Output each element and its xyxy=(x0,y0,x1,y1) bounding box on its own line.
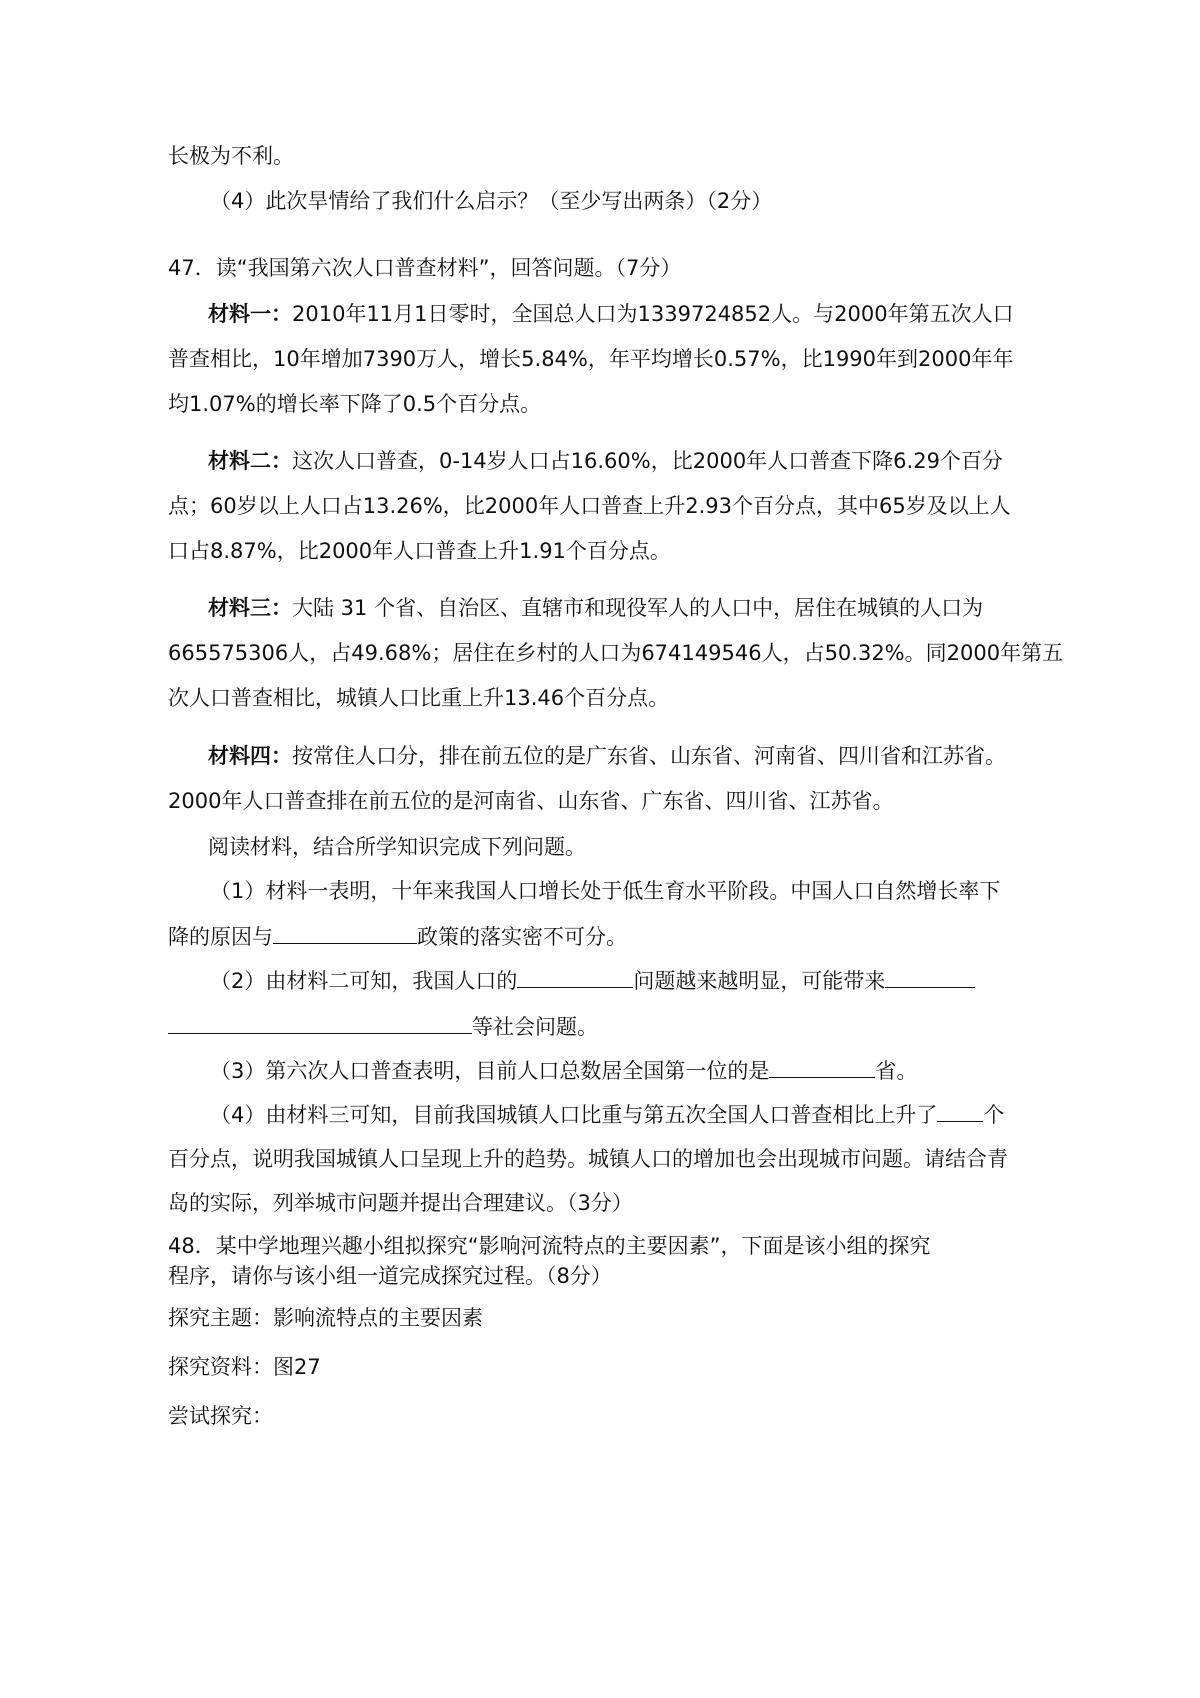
material-line: 2000年人口普查排在前五位的是河南省、山东省、广东省、四川省、江苏省。 xyxy=(168,789,894,813)
material-line: 点；60岁以上人口占13.26%，比2000年人口普查上升2.93个百分点，其中65岁及以上人 xyxy=(168,494,1011,518)
material-line xyxy=(208,741,1006,771)
material-text: 大陆 31 个省、自治区、直辖市和现役军人的人口中，居住在城镇的人口为 xyxy=(292,596,984,620)
sub-question: 百分点，说明我国城镇人口呈现上升的趋势。城镇人口的增加也会出现城市问题。请结合青 xyxy=(168,1147,1008,1171)
question-text: 问题越来越明显，可能带来 xyxy=(633,969,886,993)
material-label: 材料一： xyxy=(208,302,292,326)
question-title: 47．读“我国第六次人口普查材料”，回答问题。（7分） xyxy=(168,256,682,280)
question-text: 个 xyxy=(983,1103,1005,1127)
question-text: （3）第六次人口普查表明，目前人口总数居全国第一位的是 xyxy=(210,1059,770,1083)
text-line: 长极为不利。 xyxy=(168,144,294,168)
answer-blank[interactable] xyxy=(168,1011,472,1034)
text-line: 尝试探究： xyxy=(168,1404,273,1428)
material-line: 普查相比，10年增加7390万人，增长5.84%，年平均增长0.57%，比1990年到2000年年 xyxy=(168,347,1014,371)
material-text: 这次人口普查，0-14岁人口占16.60%，比2000年人口普查下降6.29个百分 xyxy=(292,449,1003,473)
material-line: 口占8.87%，比2000年人口普查上升1.91个百分点。 xyxy=(168,539,671,563)
question-text: （4）由材料三可知，目前我国城镇人口比重与第五次全国人口普查相比上升了 xyxy=(210,1103,938,1127)
answer-blank[interactable] xyxy=(769,1055,875,1078)
material-text: 2010年11月1日零时，全国总人口为1339724852人。与2000年第五次人口 xyxy=(292,302,1014,326)
question-text: 政策的落实密不可分。 xyxy=(417,925,627,949)
material-line: 665575306人，占49.68%；居住在乡村的人口为674149546人，占50.32%。同2000年第五 xyxy=(168,641,1064,665)
text-line: 探究主题：影响流特点的主要因素 xyxy=(168,1306,483,1330)
question-title: 48．某中学地理兴趣小组拟探究“影响河流特点的主要因素”，下面是该小组的探究 xyxy=(168,1234,931,1258)
material-line xyxy=(208,299,1014,329)
material-label: 材料二： xyxy=(208,449,292,473)
material-line xyxy=(208,446,1003,476)
question-text: （2）由材料二可知，我国人口的 xyxy=(210,969,518,993)
sub-question xyxy=(168,1011,598,1042)
sub-question xyxy=(210,1099,1004,1130)
material-label: 材料四： xyxy=(208,744,292,768)
answer-blank[interactable] xyxy=(273,921,417,944)
question-text: 省。 xyxy=(875,1059,918,1083)
material-line: 次人口普查相比，城镇人口比重上升13.46个百分点。 xyxy=(168,686,670,710)
answer-blank[interactable] xyxy=(937,1099,983,1122)
sub-question: 岛的实际，列举城市问题并提出合理建议。（3分） xyxy=(168,1191,633,1215)
answer-blank[interactable] xyxy=(517,965,633,988)
question-text: 等社会问题。 xyxy=(472,1015,598,1039)
question-text: 降的原因与 xyxy=(168,925,273,949)
material-line xyxy=(208,593,983,623)
material-label: 材料三： xyxy=(208,596,292,620)
answer-blank[interactable] xyxy=(885,965,975,988)
sub-question: （1）材料一表明，十年来我国人口增长处于低生育水平阶段。中国人口自然增长率下 xyxy=(210,879,1001,903)
question-title: 程序，请你与该小组一道完成探究过程。（8分） xyxy=(168,1264,612,1288)
material-text: 按常住人口分，排在前五位的是广东省、山东省、河南省、四川省和江苏省。 xyxy=(292,744,1006,768)
sub-question xyxy=(210,1055,917,1086)
material-line: 均1.07%的增长率下降了0.5个百分点。 xyxy=(168,392,542,416)
text-line: 探究资料：图27 xyxy=(168,1355,321,1379)
sub-question xyxy=(168,921,627,952)
instruction-text: 阅读材料，结合所学知识完成下列问题。 xyxy=(208,835,586,859)
question-text: （4）此次旱情给了我们什么启示？（至少写出两条）（2分） xyxy=(210,189,773,213)
sub-question xyxy=(210,965,975,996)
